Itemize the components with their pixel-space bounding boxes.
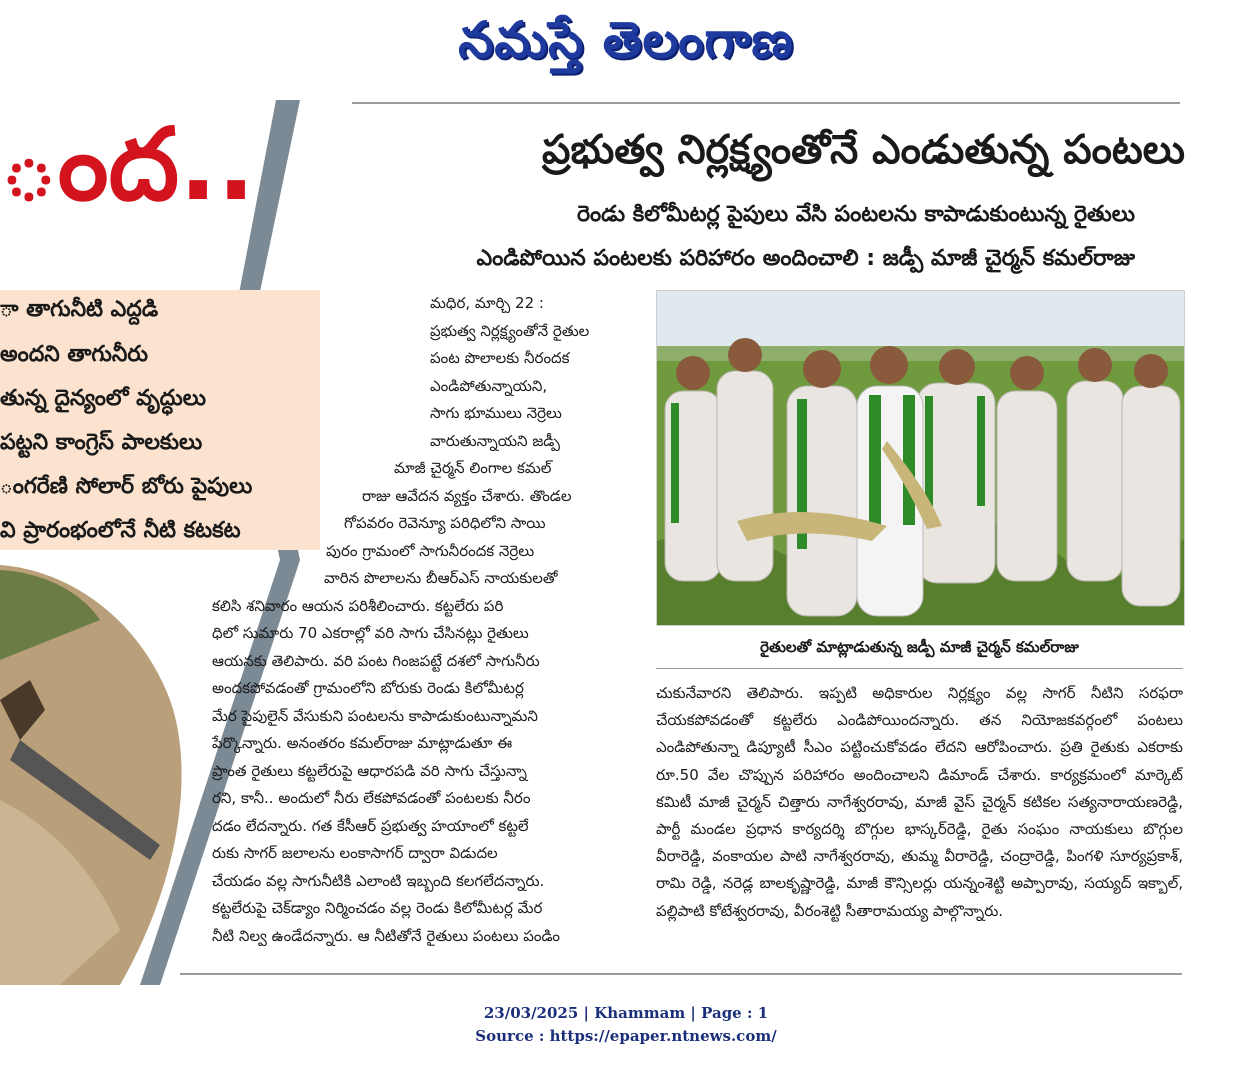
body-line: అందకపోవడంతో గ్రామంలోని బోరుకు రెండు కిలోమీటర్ల bbox=[212, 679, 524, 697]
body-line: ఎండిపోతున్నాయని, bbox=[430, 376, 548, 395]
caption-rule bbox=[656, 668, 1183, 669]
adjacent-bullet: ంగరేణి సోలార్ బోరు పైపులు bbox=[0, 474, 253, 499]
body-line: పంట పొలాలకు నీరందక bbox=[430, 349, 570, 367]
body-line: ధిలో సుమారు 70 ఎకరాల్లో వరి సాగు చేసినట్లు రైతులు bbox=[212, 624, 529, 642]
body-line: నీటి నిల్వ ఉండేదన్నారు. ఆ నీటితోనే రైతులు పంటలు పండిం bbox=[212, 926, 560, 945]
body-line: గోపవరం రెవెన్యూ పరిధిలోని సాయి bbox=[344, 514, 546, 532]
body-line: వారుతున్నాయని జడ్పీ bbox=[430, 431, 560, 450]
body-line: మాజీ చైర్మన్ లింగాల కమల్ bbox=[394, 459, 552, 477]
masthead-rule bbox=[352, 102, 1180, 104]
adjacent-bullet: అందని తాగునీరు bbox=[0, 342, 148, 367]
body-line: ఆయనకు తెలిపారు. వరి పంట గింజపట్టే దశలో సాగునీరు bbox=[212, 651, 540, 670]
body-line: ప్రభుత్వ నిర్లక్ష్యంతోనే రైతుల bbox=[430, 321, 590, 340]
bottom-rule bbox=[180, 973, 1182, 975]
footer-source-line: Source : https://epaper.ntnews.com/ bbox=[475, 1027, 777, 1045]
body-line: రని, కానీ.. అందులో నీరు లేకపోవడంతో పంటలకు నీరం bbox=[212, 789, 531, 807]
footer-date-line: 23/03/2025 | Khammam | Page : 1 bbox=[483, 1004, 769, 1022]
body-line: చేయడం వల్ల సాగునీటికి ఎలాంటి ఇబ్బంది కలగలేదన్నారు. bbox=[212, 871, 545, 890]
adjacent-red-headline: ంద.. bbox=[0, 106, 256, 223]
body-line: వారిన పొలాలను బీఆర్ఎస్ నాయకులతో bbox=[324, 569, 558, 587]
article-subhead: రెండు కిలోమీటర్ల పైపులు వేసి పంటలను కాపాడుకుంటున్న రైతులు bbox=[576, 202, 1135, 227]
farmers-field-photo bbox=[657, 291, 1184, 625]
photo-caption: రైతులతో మాట్లాడుతున్న జడ్పీ మాజీ చైర్మన్ కమల్‌రాజు bbox=[760, 638, 1079, 656]
article-body-right-column: చుకునేవారని తెలిపారు. ఇప్పటి అధికారుల నిర్లక్ష్యం వల్ల సాగర్ నీటిని సరఫరా చేయకపోవడంతో కట్టలేరు ఎండిపోయిందన్నారు. తన నియోజకవర్గంలో పంటలు ఎండిపోతున్నా డిప్యూటీ సీఎం పట్టించుకోవడం లేదని ఆరోపించారు. ప్రతి రైతుకు ఎకరాకు రూ.50 వేల చొప్పున పరిహారం అందించాలని డిమాండ్ చేశారు. కార్యక్రమంలో మార్కెట్ కమిటీ మాజీ చైర్మన్ చిత్తారు నాగేశ్వరరావు, మాజీ వైస్ చైర్మన్ కటికల సత్యనారాయణరెడ్డి, పార్టీ మండల ప్రధాన కార్యదర్శి బొగ్గుల భాస్కర్‌రెడ్డి, రైతు సంఘం నాయకులు బొగ్గుల వీరారెడ్డి, వంకాయల పాటి నాగేశ్వరరావు, తుమ్మ వీరారెడ్డి, చంద్రారెడ్డి, పింగళి సూర్యప్రకాశ్, రామి రెడ్డి, నరెడ్ల బాలకృష్ణారెడ్డి, మాజీ కౌన్సిలర్లు యన్నంశెట్టి అప్పారావు, సయ్యద్ ఇక్బాల్, పల్లిపాటి కోటేశ్వరరావు, వీరంశెట్టి సీతారామయ్య పాల్గొన్నారు. bbox=[656, 684, 1183, 920]
body-line: పేర్కొన్నారు. అనంతరం కమల్‌రాజు మాట్లాడుతూ ఈ bbox=[212, 734, 513, 752]
body-line: రాజు ఆవేదన వ్యక్తం చేశారు. తొండల bbox=[362, 486, 572, 505]
body-line: దడం లేదన్నారు. గత కేసీఆర్ ప్రభుత్వ హయాంలో కట్టలే bbox=[212, 816, 529, 835]
body-line: సాగు భూములు నెర్రెలు bbox=[430, 404, 562, 422]
adjacent-bullet: పట్టని కాంగ్రెస్ పాలకులు bbox=[0, 430, 203, 455]
masthead-title: నమస్తే తెలంగాణ bbox=[458, 11, 794, 69]
body-line: మేర పైపులైన్ వేసుకుని పంటలను కాపాడుకుంటున్నామని bbox=[212, 706, 538, 725]
adjacent-bullet: తున్న దైన్యంలో వృద్ధులు bbox=[0, 386, 206, 411]
adjacent-bullet: ా తాగునీటి ఎద్దడి bbox=[0, 297, 159, 322]
body-line: ప్రాంత రైతులు కట్టలేరుపై ఆధారపడి వరి సాగు చేస్తున్నా bbox=[212, 761, 527, 780]
article-headline: ప్రభుత్వ నిర్లక్ష్యంతోనే ఎండుతున్న పంటలు bbox=[542, 127, 1185, 173]
body-line: రుకు సాగర్ జలాలను లంకాసాగర్ ద్వారా విడుదల bbox=[212, 844, 498, 862]
adjacent-bullet: వి ప్రారంభంలోనే నీటి కటకట bbox=[0, 518, 241, 543]
body-line: మధిర, మార్చి 22 : bbox=[430, 294, 544, 312]
body-line: పురం గ్రామంలో సాగునీరందక నెర్రెలు bbox=[326, 541, 535, 560]
article-body-left-column bbox=[212, 290, 630, 950]
article-subhead: ఎండిపోయిన పంటలకు పరిహారం అందించాలి : జడ్పీ మాజీ చైర్మన్ కమల్‌రాజు bbox=[476, 246, 1135, 271]
body-line: కట్టలేరుపై చెక్‌డ్యాం నిర్మించడం వల్ల రెండు కిలోమీటర్ల మేర bbox=[212, 899, 543, 917]
article-photo bbox=[656, 290, 1185, 626]
body-line: కలిసి శనివారం ఆయన పరిశీలించారు. కట్టలేరు పరి bbox=[212, 596, 504, 615]
